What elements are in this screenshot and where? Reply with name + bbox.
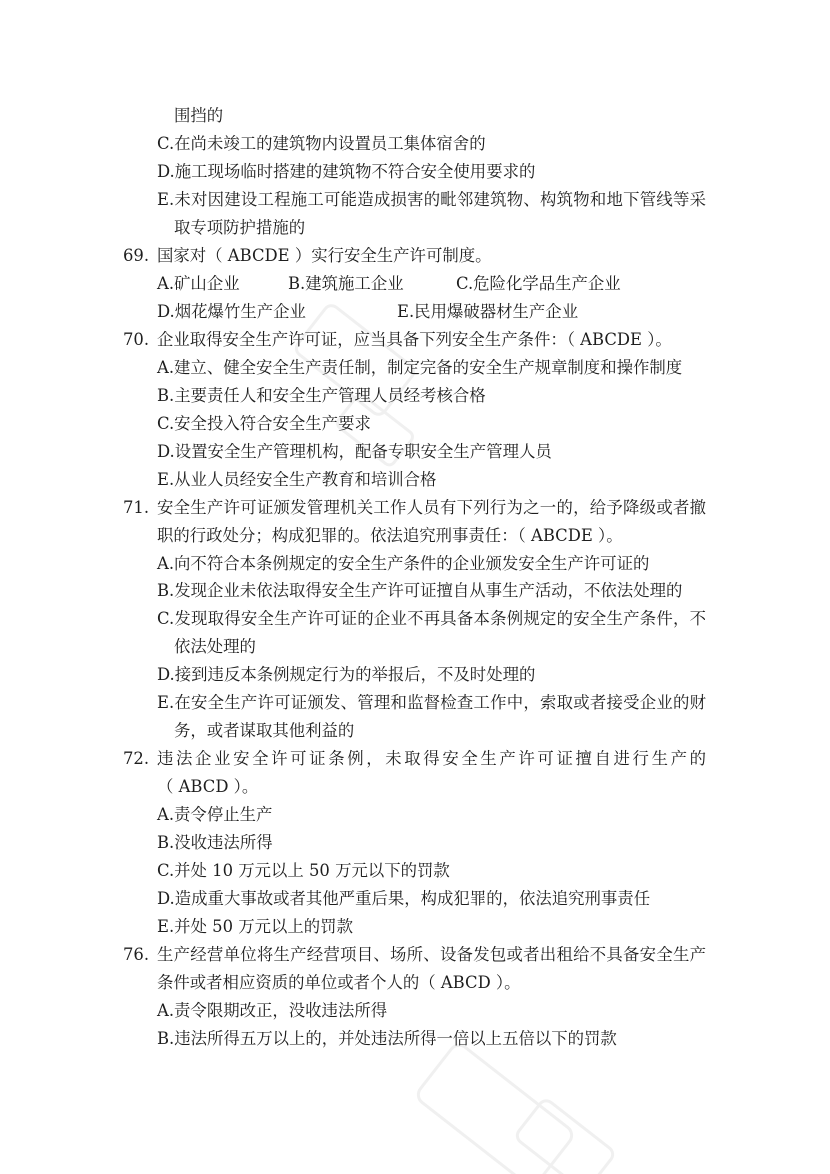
question-stem-text: 违法企业安全许可证条例，未取得安全生产许可证擅自进行生产的 (157, 749, 706, 769)
question-stem-line (123, 745, 706, 773)
option-line: E.并处 50 万元以上的罚款 (157, 917, 353, 937)
option-line: E.未对因建设工程施工可能造成损害的毗邻建筑物、构筑物和地下管线等采 (157, 189, 706, 209)
option-continuation-line: 依法处理的 (174, 637, 256, 657)
option-line: B.没收违法所得 (157, 833, 273, 853)
question-stem-line (123, 941, 706, 969)
question-number: 70. (123, 329, 150, 349)
option-continuation-line: 取专项防护措施的 (174, 217, 306, 237)
question-number: 71. (123, 497, 150, 517)
question-stem-line (123, 242, 706, 270)
option-row (123, 298, 706, 326)
option-line: D.施工现场临时搭建的建筑物不符合安全使用要求的 (157, 161, 536, 181)
question-stem-text: 安全生产许可证颁发管理机关工作人员有下列行为之一的，给予降级或者撤 (157, 497, 706, 517)
question-stem-line: （ ABCD ）。 (157, 777, 259, 797)
question-number: 69. (123, 245, 150, 265)
question-number: 72. (123, 749, 150, 769)
option-d: D.烟花爆竹生产企业 (157, 301, 306, 321)
option-continuation-line: 围挡的 (174, 106, 224, 125)
question-stem-line (123, 326, 706, 354)
question-70 (123, 326, 706, 494)
question-stem-line: 条件或者相应资质的单位或者个人的（ ABCD ）。 (157, 973, 521, 993)
question-stem-text: 生产经营单位将生产经营项目、场所、设备发包或者出租给不具备安全生产 (157, 945, 706, 965)
option-a: A.矿山企业 (157, 273, 240, 293)
previous-question-continuation (123, 102, 706, 242)
option-c: C.危险化学品生产企业 (456, 273, 621, 293)
question-stem-text: 企业取得安全生产许可证，应当具备下列安全生产条件：（ ABCDE ）。 (157, 329, 672, 349)
option-line: D.造成重大事故或者其他严重后果，构成犯罪的，依法追究刑事责任 (157, 889, 651, 909)
option-line: C.在尚未竣工的建筑物内设置员工集体宿舍的 (157, 133, 486, 153)
option-line: C.安全投入符合安全生产要求 (157, 413, 371, 433)
option-line: B.发现企业未依法取得安全生产许可证擅自从事生产活动，不依法处理的 (157, 581, 683, 601)
question-69 (123, 242, 706, 326)
option-line: B.主要责任人和安全生产管理人员经考核合格 (157, 385, 486, 405)
question-71 (123, 494, 706, 746)
option-line: A.建立、健全安全生产责任制，制定完备的安全生产规章制度和操作制度 (157, 357, 683, 377)
question-stem-line: 职的行政处分；构成犯罪的。依法追究刑事责任：（ ABCDE ）。 (157, 525, 623, 545)
option-line: A.责令停止生产 (157, 805, 273, 825)
option-line: C.并处 10 万元以上 50 万元以下的罚款 (157, 861, 450, 881)
option-line: E.在安全生产许可证颁发、管理和监督检查工作中，索取或者接受企业的财 (157, 693, 706, 713)
option-e: E.民用爆破器材生产企业 (397, 301, 579, 321)
option-line: D.设置安全生产管理机构，配备专职安全生产管理人员 (157, 441, 552, 461)
option-row (123, 270, 706, 298)
option-b: B.建筑施工企业 (288, 273, 404, 293)
option-line: E.从业人员经安全生产教育和培训合格 (157, 469, 437, 489)
question-stem-line (123, 494, 706, 522)
question-number: 76. (123, 945, 150, 965)
option-line: D.接到违反本条例规定行为的举报后，不及时处理的 (157, 665, 536, 685)
option-line: A.向不符合本条例规定的安全生产条件的企业颁发安全生产许可证的 (157, 553, 650, 573)
option-continuation-line: 务，或者谋取其他利益的 (174, 721, 355, 741)
question-76 (123, 941, 706, 1053)
question-stem-text: 国家对（ ABCDE ）实行安全生产许可制度。 (157, 245, 492, 265)
question-72 (123, 745, 706, 941)
document-body (123, 102, 706, 1053)
option-line: C.发现取得安全生产许可证的企业不再具备本条例规定的安全生产条件，不 (157, 609, 706, 629)
option-line: A.责令限期改正，没收违法所得 (157, 1001, 388, 1020)
option-line: B.违法所得五万以上的，并处违法所得一倍以上五倍以下的罚款 (157, 1028, 617, 1048)
